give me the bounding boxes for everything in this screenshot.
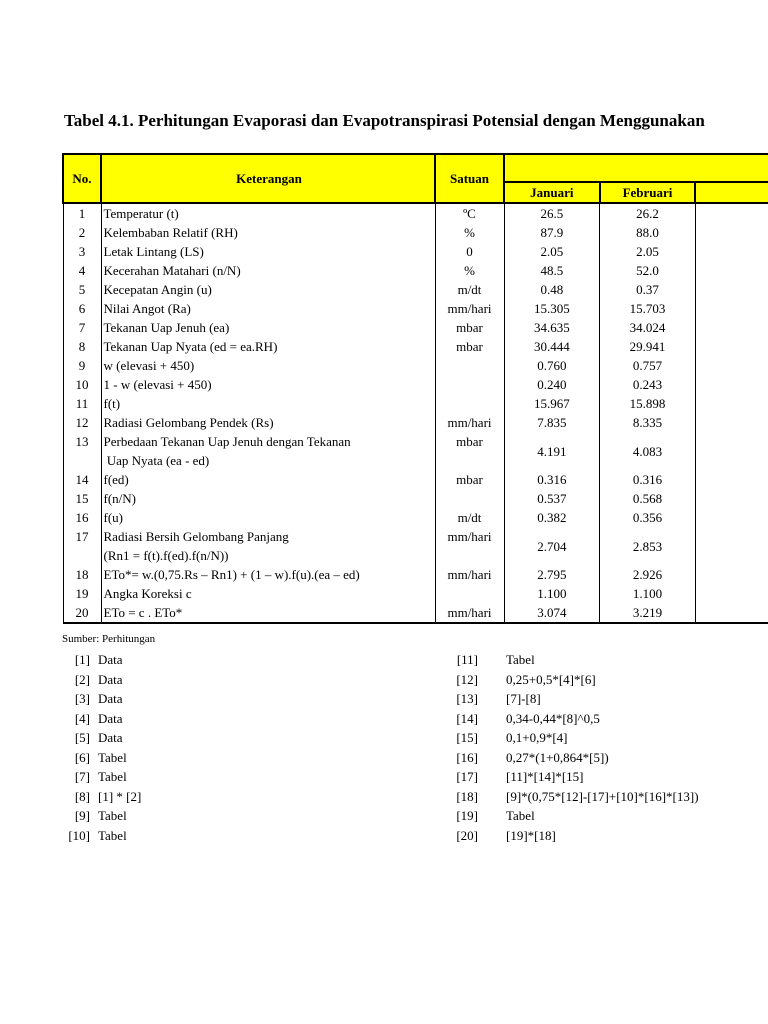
table-row xyxy=(63,508,768,527)
row-satuan: mbar xyxy=(435,432,504,470)
row-value-februari: 88.0 xyxy=(600,223,696,242)
row-satuan: mbar xyxy=(435,337,504,356)
formula-note xyxy=(60,806,141,826)
formula-note-number: [1] xyxy=(74,652,90,667)
row-satuan: % xyxy=(435,223,504,242)
formula-note-text: Tabel xyxy=(98,827,127,843)
row-value-februari: 8.335 xyxy=(600,413,696,432)
row-value-next xyxy=(695,223,768,242)
row-satuan: 0 xyxy=(435,242,504,261)
row-keterangan: Kecerahan Matahari (n/N) xyxy=(101,261,435,280)
row-value-januari: 15.305 xyxy=(504,299,600,318)
row-value-januari: 0.240 xyxy=(504,375,600,394)
row-keterangan: Kecepatan Angin (u) xyxy=(101,280,435,299)
row-number: 4 xyxy=(63,261,101,280)
row-value-next xyxy=(695,375,768,394)
row-number: 13 xyxy=(63,432,101,470)
header-months-group xyxy=(504,154,768,182)
evaporation-table-container xyxy=(62,153,768,632)
row-number: 5 xyxy=(63,280,101,299)
row-satuan: mm/hari xyxy=(435,527,504,565)
table-body xyxy=(63,203,768,623)
header-month-februari: Februari xyxy=(600,182,696,203)
row-value-februari: 0.568 xyxy=(600,489,696,508)
row-satuan: m/dt xyxy=(435,280,504,299)
formula-note-number: [17] xyxy=(456,769,478,784)
row-keterangan: Angka Koreksi c xyxy=(101,584,435,603)
row-value-februari: 0.243 xyxy=(600,375,696,394)
row-value-januari: 1.100 xyxy=(504,584,600,603)
table-row xyxy=(63,413,768,432)
header-month-januari: Januari xyxy=(504,182,600,203)
formula-note xyxy=(444,826,768,846)
row-value-next xyxy=(695,337,768,356)
row-value-next xyxy=(695,603,768,623)
formula-note xyxy=(444,670,768,690)
formula-note-text: Data xyxy=(98,710,123,726)
formula-note xyxy=(444,689,768,709)
row-value-februari: 4.083 xyxy=(600,432,696,470)
formula-notes-right xyxy=(444,650,768,845)
formula-note xyxy=(60,709,141,729)
header-no: No. xyxy=(63,154,101,203)
row-value-februari: 2.05 xyxy=(600,242,696,261)
row-keterangan: Radiasi Gelombang Pendek (Rs) xyxy=(101,413,435,432)
formula-note xyxy=(60,650,141,670)
row-keterangan: ETo*= w.(0,75.Rs – Rn1) + (1 – w).f(u).(ea – ed) xyxy=(101,565,435,584)
row-value-februari: 15.898 xyxy=(600,394,696,413)
formula-note-number: [13] xyxy=(456,691,478,706)
row-value-next xyxy=(695,508,768,527)
row-value-next xyxy=(695,432,768,470)
row-keterangan-line-1: Perbedaan Tekanan Uap Jenuh dengan Tekanan xyxy=(103,434,351,449)
formula-note-number: [5] xyxy=(74,730,90,745)
formula-note-text: 0,34-0,44*[8]^0,5 xyxy=(506,710,600,726)
formula-note-number: [14] xyxy=(456,710,478,726)
row-value-februari: 1.100 xyxy=(600,584,696,603)
formula-note xyxy=(444,806,768,826)
row-value-next xyxy=(695,470,768,489)
row-keterangan: Letak Lintang (LS) xyxy=(101,242,435,261)
formula-note-number: [10] xyxy=(68,827,90,843)
table-row xyxy=(63,375,768,394)
row-keterangan: Kelembaban Relatif (RH) xyxy=(101,223,435,242)
table-row xyxy=(63,356,768,375)
row-keterangan: Nilai Angot (Ra) xyxy=(101,299,435,318)
row-value-next xyxy=(695,394,768,413)
row-keterangan-line-2: Uap Nyata (ea - ed) xyxy=(103,453,210,468)
row-number: 1 xyxy=(63,203,101,223)
formula-note-number: [2] xyxy=(74,671,90,687)
row-satuan: mm/hari xyxy=(435,565,504,584)
row-value-februari: 0.757 xyxy=(600,356,696,375)
row-satuan: mbar xyxy=(435,318,504,337)
formula-note-number: [8] xyxy=(74,788,90,804)
table-row xyxy=(63,394,768,413)
row-satuan xyxy=(435,584,504,603)
row-satuan xyxy=(435,375,504,394)
row-value-januari: 0.537 xyxy=(504,489,600,508)
row-value-next xyxy=(695,413,768,432)
formula-note xyxy=(444,787,768,807)
row-value-februari: 2.926 xyxy=(600,565,696,584)
formula-note xyxy=(60,787,141,807)
row-value-januari: 2.795 xyxy=(504,565,600,584)
row-number: 2 xyxy=(63,223,101,242)
table-row xyxy=(63,280,768,299)
formula-note xyxy=(60,748,141,768)
row-number: 14 xyxy=(63,470,101,489)
header-satuan: Satuan xyxy=(435,154,504,203)
table-row xyxy=(63,565,768,584)
formula-notes-left xyxy=(60,650,141,845)
row-value-januari: 48.5 xyxy=(504,261,600,280)
row-number: 20 xyxy=(63,603,101,623)
row-value-februari: 29.941 xyxy=(600,337,696,356)
row-value-next xyxy=(695,299,768,318)
row-value-next xyxy=(695,261,768,280)
row-keterangan: 1 - w (elevasi + 450) xyxy=(101,375,435,394)
row-satuan: mbar xyxy=(435,470,504,489)
row-value-next xyxy=(695,584,768,603)
formula-note-number: [3] xyxy=(74,691,90,706)
table-row xyxy=(63,337,768,356)
formula-note-text: Data xyxy=(98,730,123,745)
formula-note-number: [4] xyxy=(74,710,90,726)
row-keterangan: f(ed) xyxy=(101,470,435,489)
table-row xyxy=(63,261,768,280)
row-satuan: mm/hari xyxy=(435,603,504,623)
formula-note xyxy=(60,670,141,690)
table-row xyxy=(63,603,768,623)
table-row xyxy=(63,203,768,223)
row-keterangan: f(t) xyxy=(101,394,435,413)
row-satuan: mm/hari xyxy=(435,299,504,318)
formula-note-text: [1] * [2] xyxy=(98,788,142,804)
row-keterangan: Tekanan Uap Nyata (ed = ea.RH) xyxy=(101,337,435,356)
row-keterangan: ETo = c . ETo* xyxy=(101,603,435,623)
row-value-januari: 15.967 xyxy=(504,394,600,413)
row-number: 17 xyxy=(63,527,101,565)
row-value-next xyxy=(695,203,768,223)
formula-note-number: [19] xyxy=(456,808,478,823)
row-value-februari: 3.219 xyxy=(600,603,696,623)
row-value-januari: 87.9 xyxy=(504,223,600,242)
row-satuan: % xyxy=(435,261,504,280)
formula-note-text: 0,27*(1+0,864*[5]) xyxy=(506,749,609,765)
formula-note-text: Data xyxy=(98,652,123,667)
formula-note xyxy=(60,767,141,787)
formula-note xyxy=(60,689,141,709)
row-keterangan-line-1: Radiasi Bersih Gelombang Panjang xyxy=(103,529,289,544)
row-value-januari: 3.074 xyxy=(504,603,600,623)
formula-note-number: [9] xyxy=(74,808,90,823)
row-keterangan xyxy=(101,527,435,565)
formula-note-number: [11] xyxy=(456,652,478,667)
row-value-next xyxy=(695,242,768,261)
formula-note-text: [7]-[8] xyxy=(506,691,541,706)
row-value-januari: 0.316 xyxy=(504,470,600,489)
row-value-februari: 26.2 xyxy=(600,203,696,223)
row-value-next xyxy=(695,280,768,299)
formula-note-text: 0,25+0,5*[4]*[6] xyxy=(506,671,596,687)
evaporation-table xyxy=(62,153,768,624)
formula-note xyxy=(60,826,141,846)
row-satuan xyxy=(435,489,504,508)
row-value-februari: 0.356 xyxy=(600,508,696,527)
formula-note-text: Tabel xyxy=(98,808,127,823)
row-value-februari: 0.37 xyxy=(600,280,696,299)
formula-note-text: 0,1+0,9*[4] xyxy=(506,730,568,745)
table-row xyxy=(63,223,768,242)
formula-note-text: Tabel xyxy=(506,808,535,823)
formula-note xyxy=(444,728,768,748)
row-value-februari: 52.0 xyxy=(600,261,696,280)
row-satuan: ºC xyxy=(435,203,504,223)
row-value-next xyxy=(695,356,768,375)
formula-note-text: Tabel xyxy=(98,749,127,765)
row-value-januari: 0.760 xyxy=(504,356,600,375)
table-row xyxy=(63,299,768,318)
row-keterangan: Temperatur (t) xyxy=(101,203,435,223)
row-value-januari: 34.635 xyxy=(504,318,600,337)
row-number: 3 xyxy=(63,242,101,261)
row-value-next xyxy=(695,489,768,508)
row-value-januari: 26.5 xyxy=(504,203,600,223)
formula-note-text: [11]*[14]*[15] xyxy=(506,769,584,784)
table-row xyxy=(63,489,768,508)
row-keterangan: Tekanan Uap Jenuh (ea) xyxy=(101,318,435,337)
row-keterangan xyxy=(101,432,435,470)
row-satuan xyxy=(435,356,504,375)
header-keterangan: Keterangan xyxy=(101,154,435,203)
row-number: 9 xyxy=(63,356,101,375)
row-value-februari: 0.316 xyxy=(600,470,696,489)
formula-note-number: [6] xyxy=(74,749,90,765)
row-value-januari: 7.835 xyxy=(504,413,600,432)
formula-note-text: [19]*[18] xyxy=(506,827,556,843)
formula-note-number: [15] xyxy=(456,730,478,745)
row-value-januari: 0.48 xyxy=(504,280,600,299)
row-number: 6 xyxy=(63,299,101,318)
row-number: 10 xyxy=(63,375,101,394)
row-keterangan: f(u) xyxy=(101,508,435,527)
formula-note-number: [18] xyxy=(456,788,478,804)
row-value-januari: 30.444 xyxy=(504,337,600,356)
formula-note-number: [7] xyxy=(74,769,90,784)
table-row xyxy=(63,242,768,261)
row-value-februari: 2.853 xyxy=(600,527,696,565)
row-number: 7 xyxy=(63,318,101,337)
formula-note-number: [16] xyxy=(456,749,478,765)
formula-note xyxy=(444,767,768,787)
row-number: 12 xyxy=(63,413,101,432)
row-keterangan: w (elevasi + 450) xyxy=(101,356,435,375)
row-number: 18 xyxy=(63,565,101,584)
row-value-januari: 2.05 xyxy=(504,242,600,261)
row-keterangan-line-2: (Rn1 = f(t).f(ed).f(n/N)) xyxy=(103,548,229,563)
row-number: 11 xyxy=(63,394,101,413)
formula-note xyxy=(60,728,141,748)
formula-note-text: Tabel xyxy=(98,769,127,784)
table-row xyxy=(63,470,768,489)
row-number: 15 xyxy=(63,489,101,508)
row-value-januari: 4.191 xyxy=(504,432,600,470)
table-row xyxy=(63,318,768,337)
row-satuan: m/dt xyxy=(435,508,504,527)
formula-note-number: [12] xyxy=(456,671,478,687)
formula-note-text: Tabel xyxy=(506,652,535,667)
source-note: Sumber: Perhitungan xyxy=(62,633,156,645)
formula-note xyxy=(444,650,768,670)
formula-note xyxy=(444,709,768,729)
row-value-next xyxy=(695,565,768,584)
row-value-januari: 0.382 xyxy=(504,508,600,527)
table-row xyxy=(63,584,768,603)
row-satuan: mm/hari xyxy=(435,413,504,432)
formula-note-text: Data xyxy=(98,671,123,687)
row-number: 16 xyxy=(63,508,101,527)
row-satuan xyxy=(435,394,504,413)
row-value-next xyxy=(695,318,768,337)
row-number: 19 xyxy=(63,584,101,603)
header-month-next xyxy=(695,182,768,203)
row-value-januari: 2.704 xyxy=(504,527,600,565)
table-row xyxy=(63,527,768,565)
row-value-februari: 15.703 xyxy=(600,299,696,318)
row-value-next xyxy=(695,527,768,565)
row-keterangan: f(n/N) xyxy=(101,489,435,508)
table-title: Tabel 4.1. Perhitungan Evaporasi dan Evapotranspirasi Potensial dengan Menggunakan xyxy=(64,111,705,130)
formula-note-text: Data xyxy=(98,691,123,706)
row-number: 8 xyxy=(63,337,101,356)
formula-note-text: [9]*(0,75*[12]-[17]+[10]*[16]*[13]) xyxy=(506,788,699,804)
table-row xyxy=(63,432,768,470)
formula-note xyxy=(444,748,768,768)
row-value-februari: 34.024 xyxy=(600,318,696,337)
formula-note-number: [20] xyxy=(456,827,478,843)
